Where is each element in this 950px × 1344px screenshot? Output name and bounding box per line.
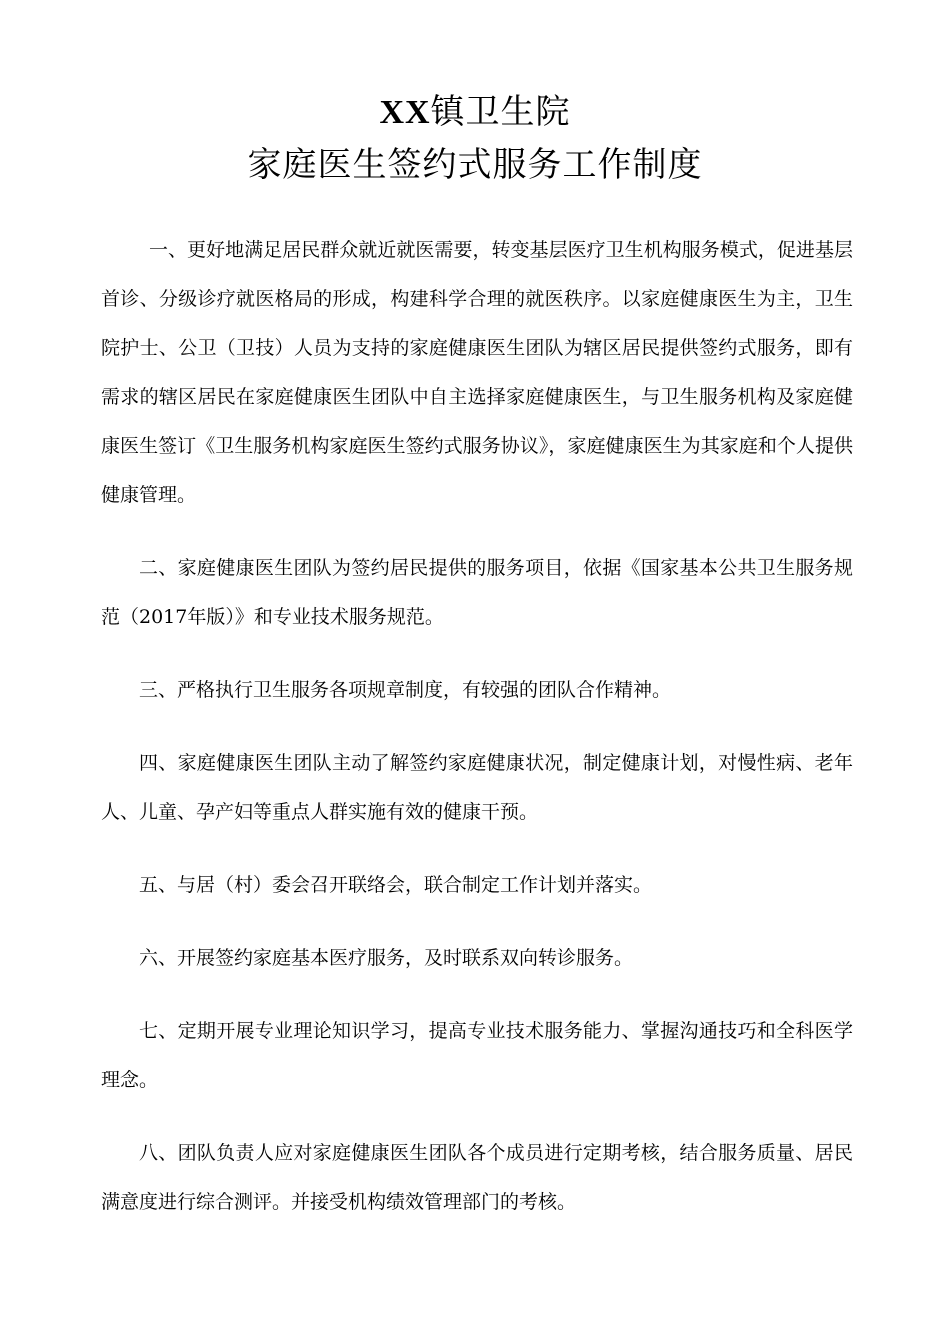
paragraph-4: 四、家庭健康医生团队主动了解签约家庭健康状况，制定健康计划，对慢性病、老年人、儿童、孕产妇等重点人群实施有效的健康干预。 (101, 752, 853, 823)
paragraph-2: 二、家庭健康医生团队为签约居民提供的服务项目，依据《国家基本公共卫生服务规范（2017年版）》和专业技术服务规范。 (101, 557, 853, 628)
paragraph-6: 六、开展签约家庭基本医疗服务，及时联系双向转诊服务。 (139, 947, 634, 969)
document-body (101, 226, 853, 1251)
paragraph-3: 三、严格执行卫生服务各项规章制度，有较强的团队合作精神。 (139, 679, 672, 701)
paragraph-8: 八、团队负责人应对家庭健康医生团队各个成员进行定期考核，结合服务质量、居民满意度进行综合测评。并接受机构绩效管理部门的考核。 (101, 1142, 853, 1213)
title-line-2: 家庭医生签约式服务工作制度 (247, 145, 703, 185)
paragraph-5: 五、与居（村）委会召开联络会，联合制定工作计划并落实。 (139, 874, 653, 896)
title-prefix: XX (379, 94, 431, 131)
paragraph-7: 七、定期开展专业理论知识学习，提高专业技术服务能力、掌握沟通技巧和全科医学理念。 (101, 1020, 853, 1091)
title-hospital-name: 镇卫生院 (430, 92, 571, 132)
document-title (0, 86, 950, 191)
title-line-1 (0, 86, 950, 139)
paragraph-1: 一、更好地满足居民群众就近就医需要，转变基层医疗卫生机构服务模式，促进基层首诊、分级诊疗就医格局的形成，构建科学合理的就医秩序。以家庭健康医生为主，卫生院护士、公卫（卫技）人员为支持的家庭健康医生团队为辖区居民提供签约式服务，即有需求的辖区居民在家庭健康医生团队中自主选择家庭健康医生，与卫生服务机构及家庭健康医生签订《卫生服务机构家庭医生签约式服务协议》，家庭健康医生为其家庭和个人提供健康管理。 (101, 239, 853, 506)
